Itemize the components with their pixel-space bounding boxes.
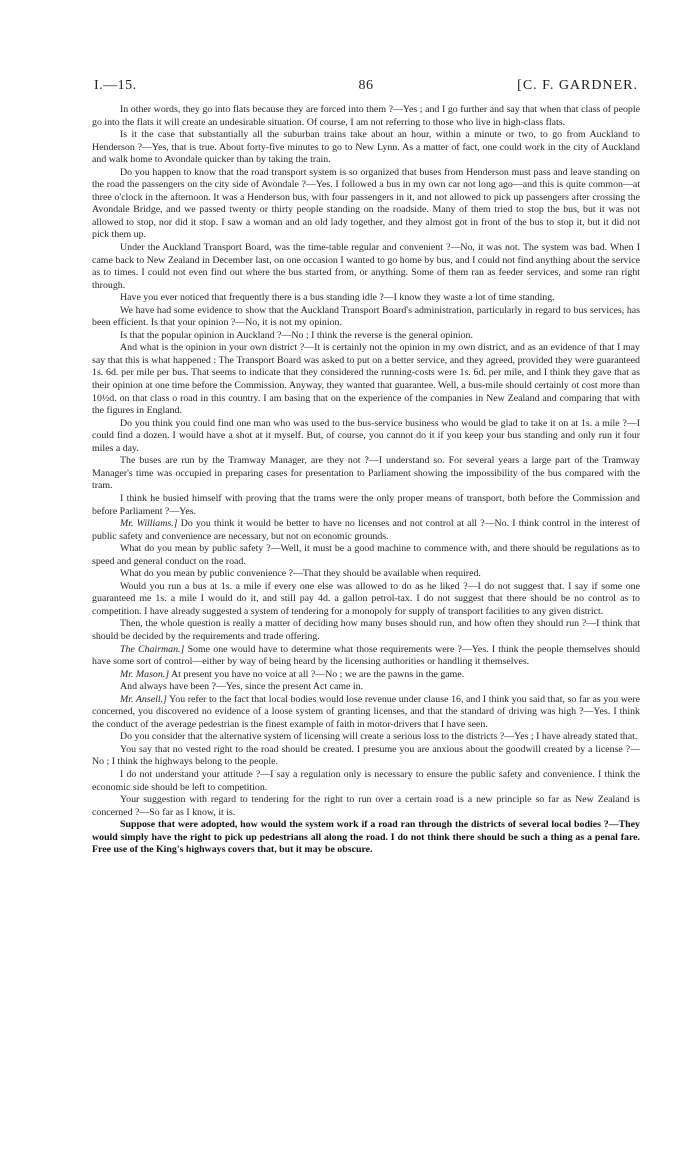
speaker-label: Mr. Williams.]	[120, 518, 178, 530]
speaker-label: Mr. Ansell.]	[120, 693, 167, 705]
paragraph: Mr. Williams.] Do you think it would be better to have no licenses and not control at all ?—No. I think control in the interest of public safety and convenience are necessary, but not on economic grounds.	[92, 518, 640, 542]
paragraph: Mr. Mason.] At present you have no voice at all ?—No ; we are the pawns in the game.	[120, 668, 465, 680]
paragraph: Do you happen to know that the road transport system is so organized that buses from Henderson must pass and leave standing on the road the passengers on the city side of Avondale ?—Yes. I followed a bus in my own car not long ago—and this is quite common—at three o'clock in the afternoon. It was a Henderson bus, with four passengers in it, and not allowed to pick up passengers after crossing the Avondale Bridge, and we passed twenty or thirty people standing on the roadside. Many of them tried to stop the bus, but it was not allowed to stop, nor did it stop. I saw a woman and an old lady together, and they almost got in front of the bus to stop it, but it did not pick them up.	[92, 166, 640, 241]
paragraph: Then, the whole question is really a matter of deciding how many buses should run, and how often they should run ?—I think that should be decided by the requirements and trade offering.	[92, 618, 640, 642]
page-header	[94, 78, 638, 98]
page-number: 86	[358, 78, 374, 93]
paragraph: Is that the popular opinion in Auckland ?—No ; I think the reverse is the general opinion.	[120, 329, 473, 341]
paragraph: You say that no vested right to the road should be created. I presume you are anxious about the goodwill created by a license ?—No ; I think the highways belong to the people.	[92, 743, 640, 768]
witness-name: [C. F. GARDNER.	[517, 78, 638, 93]
paragraph: Do you think you could find one man who was used to the bus-service business who would be glad to take it on at 1s. a mile ?—I could find a dozen. I would have a shot at it myself. But, of course, you cannot do it if you keep your bus standing and only run it four miles a day.	[92, 417, 640, 454]
report-reference: I.—15.	[94, 78, 137, 93]
paragraph: I think he busied himself with proving that the trams were the only proper means of transport, both before the Commission and before Parliament ?—Yes.	[92, 492, 640, 517]
paragraph: I do not understand your attitude ?—I say a regulation only is necessary to ensure the public safety and convenience. I think the economic side should be left to competition.	[92, 768, 640, 793]
paragraph: Would you run a bus at 1s. a mile if every one else was allowed to do as he liked ?—I do not suggest that. I say if some one guaranteed me 1s. a mile I would do it, and still pay 4d. a gallon petrol-tax. I do not suggest that there should be no control as to competition. I have already suggested a system of tendering for a monopoly for supply of transport facilities to any given district.	[92, 580, 640, 617]
paragraph: Under the Auckland Transport Board, was the time-table regular and convenient ?—No, it was not. The system was bad. When I came back to New Zealand in December last, on one occasion I wanted to go home by bus, and I could not find anything about the service as to times. I could not even find out where the bus started from, or anything. Some of them ran as feeder services, and some ran right through.	[92, 242, 640, 291]
paragraph: Have you ever noticed that frequently there is a bus standing idle ?—I know they waste a lot of time standing.	[120, 292, 555, 304]
paragraph: The Chairman.] Some one would have to determine what those requirements were ?—Yes. I think the people themselves should have some sort of control—either by way of being heard by the licensing authorities or handling it themselves.	[92, 643, 640, 668]
speaker-label: The Chairman.]	[120, 643, 185, 655]
paragraph: Is it the case that substantially all the suburban trains take about an hour, within a minute or two, to go from Auckland to Henderson ?—Yes, that is true. About forty-five minutes to go to New Lynn. As a matter of fact, one could work in the city of Auckland and walk home to Avondale quicker than by taking the train.	[92, 129, 640, 166]
speaker-label: Mr. Mason.]	[120, 668, 170, 680]
paragraph: Do you consider that the alternative system of licensing will create a serious loss to the districts ?—Yes ; I have already stated that.	[120, 731, 638, 743]
paragraph: Mr. Ansell.] You refer to the fact that local bodies would lose revenue under clause 16, and I think you said that, so far as you were concerned, you discovered no evidence of a loose system of granting licenses, and that the standard of driving was high ?—Yes. I think the conduct of the average pedestrian is the finest example of faith in motor-drivers that I have seen.	[92, 693, 640, 730]
paragraph: We have had some evidence to show that the Auckland Transport Board's administration, particularly in regard to bus services, has been efficient. Is that your opinion ?—No, it is not my opinion.	[92, 304, 640, 329]
paragraph: What do you mean by public safety ?—Well, it must be a good machine to commence with, and there should be regulations as to speed and general conduct on the road.	[92, 543, 640, 567]
transcript-body	[92, 104, 640, 857]
paragraph: And always have been ?—Yes, since the present Act came in.	[120, 681, 364, 693]
paragraph: Suppose that were adopted, how would the system work if a road ran through the districts of several local bodies ?—They would simply have the right to pick up pedestrians all along the road. I do not think there should be such a thing as a penal fare. Free use of the King's highways covers that, but it may be obscure.	[92, 819, 640, 856]
paragraph: In other words, they go into flats because they are forced into them ?—Yes ; and I go further and say that when that class of people go into the flats it will create an undesirable situation. Of course, I am not referring to those who live in high-class flats.	[92, 104, 640, 128]
paragraph: What do you mean by public convenience ?—That they should be available when required.	[120, 568, 481, 580]
paragraph: Your suggestion with regard to tendering for the right to run over a certain road is a new principle so far as New Zealand is concerned ?—So far as I know, it is.	[92, 794, 640, 818]
paragraph: And what is the opinion in your own district ?—It is certainly not the opinion in my own district, and as an evidence of that I may say that this is what happened : The Transport Board was asked to put on a better service, and they agreed, provided they were guaranteed 1s. 6d. per mile per bus. That seems to indicate that they considered the running-costs were 1s. 6d. per mile, and I think they gave that as their opinion at one time before the Commission. Anyway, they wanted that guarantee. Well, a bus-mile should certainly ot cost more than 10½d. on that class o road in this country. I am basing that on the experience of the companies in New Zealand and comparing that with the figures in England.	[92, 342, 640, 417]
paragraph: The buses are run by the Tramway Manager, are they not ?—I understand so. For several years a large part of the Tramway Manager's time was occupied in preparing cases for presentation to Parliament showing the impossibility of the bus compared with the tram.	[92, 455, 640, 492]
